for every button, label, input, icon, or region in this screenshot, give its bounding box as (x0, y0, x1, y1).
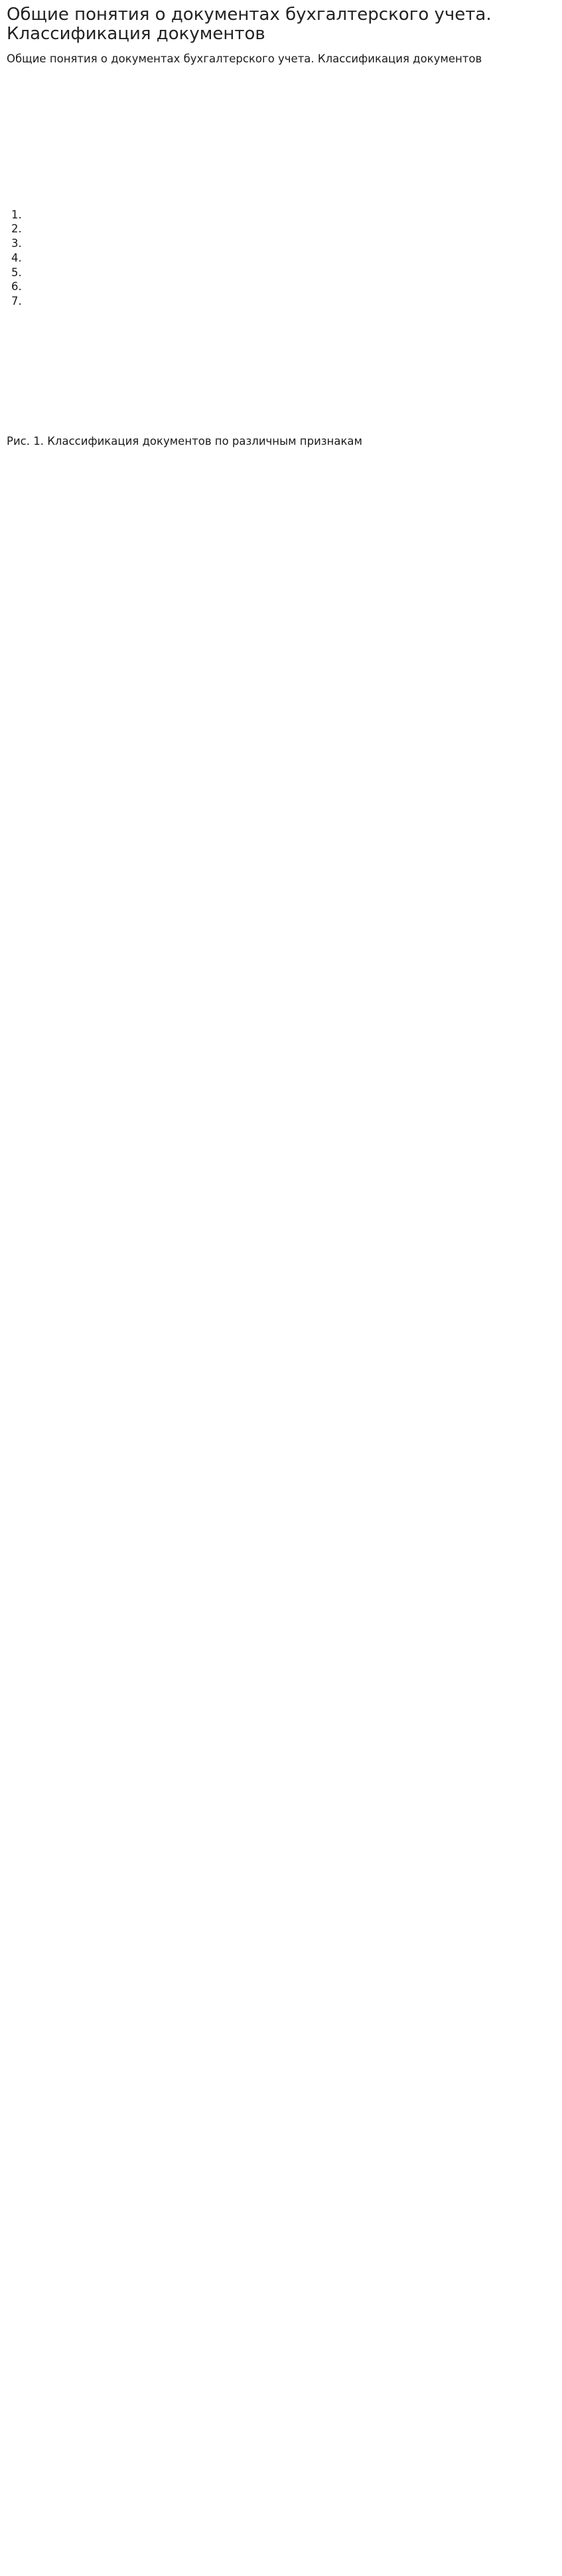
paragraph (7, 568, 554, 583)
paragraph (7, 703, 554, 718)
paragraph (7, 163, 554, 177)
paragraph (7, 591, 554, 605)
paragraph (7, 546, 554, 561)
paragraph (7, 681, 554, 695)
paragraph (7, 524, 554, 538)
paragraph (7, 658, 554, 673)
paragraph (7, 613, 554, 628)
paragraph (7, 457, 554, 471)
figure-caption: Рис. 1. Классификация документов по различным признакам (7, 434, 362, 447)
intro-section (7, 73, 554, 200)
article (0, 0, 562, 736)
list-item (25, 280, 554, 294)
paragraph (7, 118, 554, 133)
paragraph (7, 636, 554, 651)
paragraph (7, 384, 554, 398)
paragraph (7, 501, 554, 516)
requisites-list (7, 208, 554, 309)
classification-section (7, 317, 554, 421)
page-title: Общие понятия о документах бухгалтерского учета. Классификация документов (7, 5, 492, 44)
list-item (25, 266, 554, 280)
paragraph (7, 339, 554, 354)
list-item (25, 294, 554, 309)
paragraph (7, 96, 554, 110)
list-item (25, 251, 554, 266)
article-subtitle: Общие понятия о документах бухгалтерского учета. Классификация документов (7, 52, 482, 66)
paragraph (7, 406, 554, 421)
paragraph (7, 185, 554, 200)
list-item (25, 208, 554, 222)
document-types-section (7, 457, 554, 718)
paragraph (7, 317, 554, 331)
list-item (25, 236, 554, 251)
paragraph (7, 361, 554, 376)
paragraph (7, 140, 554, 155)
paragraph (7, 73, 554, 88)
paragraph (7, 479, 554, 493)
list-item (25, 222, 554, 236)
